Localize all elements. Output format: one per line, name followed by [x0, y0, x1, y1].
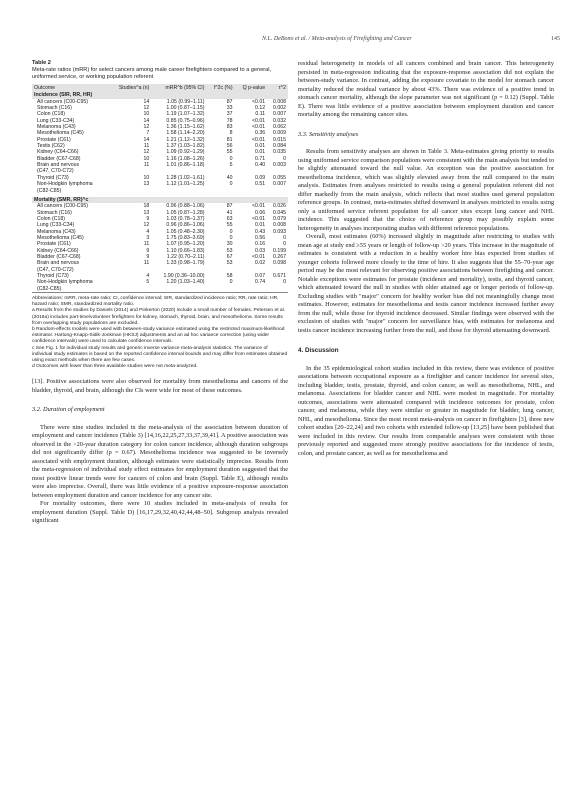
table-cell: Mesothelioma (C45) — [37, 234, 84, 241]
table-cell: 9 — [146, 253, 150, 260]
footnote: b Random-effects models were used with between-study variance estimated using the restricted maximum-likelihood estimator. Hartung-Knapp-Sidik-Jonkman (HKSJ) adjustments and an ad hoc variance correction (using wider confidence intervals) were used to calculate confidence intervals. — [32, 327, 285, 345]
table-cell: 1.75 (0.83–3.69) — [166, 234, 205, 241]
paragraph: In the 35 epidemiological cohort studies included in this review, there was evidence of positive associations between occupational exposure as a firefighter and cancer incidence for several sites, including bladder, testis, prostate, thyroid, and colon cancer, as well as mesothelioma, NHL, and melanoma. Associations for bladder cancer and NHL were modest in magnitude. For mortality outcomes, associations were attenuated compared with incidence outcomes for prostate, colon cancer, and melanoma, while they were similar or greater in magnitude for bladder, lung cancer, NHL, and mesothelioma. Since the most recent meta-analysis on cancer in firefighters [3], three new cohort studies [20–22,24] and two cohorts with extended follow-up [13,25] have been published that were included in this review. Our results from comparable analyses were consistent with those previously reported and suggested more strongly positive associations for the incidence of testis, colon, and prostate cancer, as well as for mesothelioma and — [298, 364, 554, 457]
table-caption: Meta-rate ratios (mRR) for select cancers among male career firefighters compared to a general, uniformed service, or working population referent — [32, 67, 272, 80]
footnote: c See Fig. 1 for individual study results and generic inverse variance meta-analysis statistics. The variance of individual study estimates is based on the reported confidence interval bounds and may differ from estimates obtained using exact methods when there are few cases. — [32, 345, 288, 364]
table-cell: 0.009 — [273, 130, 286, 137]
table-cell: Thyroid (C73) — [37, 272, 69, 279]
table-cell: 0.079 — [273, 215, 286, 222]
paragraph: Results from sensitivity analyses are shown in Table 3. Meta-estimates giving priority to results using uniformed service comparison populations were consistent with the main analysis but tended to be slightly attenuated toward the null value. An exception was the positive association for mesothelioma incidence, which was slightly elevated away from the null compared to the main analysis. Estimates from analyses restricted to results using a general population referent did not differ markedly from the main analysis, which reflects that most studies used general population reference groups. In contrast, meta-estimates shifted downward in analyses restricted to results using only a uniformed service referent population for all cancer sites except lung cancer and NHL incidence. This suggested that the choice of reference group may possibly explain some heterogeneity in analyses incorporating studies with different reference populations. — [298, 148, 554, 232]
table-cell: 1.90 (0.36–10.00) — [163, 272, 205, 279]
table-cell: 37 — [226, 111, 233, 118]
table-cell: 5 — [229, 162, 233, 169]
table-cell: <0.01 — [251, 124, 266, 131]
table-cell: 0.008 — [273, 222, 286, 229]
table-cell: 7 — [146, 130, 150, 137]
table-cell: Prostate (C61) — [37, 241, 71, 248]
table-cell: 0.671 — [273, 272, 286, 279]
table-header — [32, 84, 288, 92]
table-cell: 0.09 — [255, 174, 266, 181]
table-cell: 0.12 — [255, 105, 266, 112]
table-cell: 0.007 — [273, 181, 286, 188]
table-cell: 0.16 — [255, 241, 266, 248]
table-cell: Kidney (C64-C66) — [37, 149, 79, 156]
table-cell: <0.01 — [251, 253, 266, 260]
table-cell: 0.098 — [273, 260, 286, 267]
table-cell: 1.21 (1.12–1.32) — [166, 136, 205, 143]
table-cell: 0.032 — [273, 117, 286, 124]
table-cell: 1.03 (0.78–1.37) — [166, 215, 205, 222]
table-cell: 11 — [143, 162, 150, 169]
table-cell — [235, 286, 268, 293]
table-cell: 58 — [226, 272, 233, 279]
table-cell: 0.084 — [273, 143, 286, 150]
table-cell: 14 — [143, 98, 150, 105]
column-header: Studies^a (n) — [109, 84, 151, 92]
table-cell: 53 — [226, 247, 233, 254]
section-heading: 4. Discussion — [298, 347, 339, 354]
table-cell — [109, 286, 151, 293]
table-cell: 1.37 (1.03–1.82) — [166, 143, 205, 150]
table-cell: 33 — [226, 105, 233, 112]
footnote: a Results from the studies by Daniels (2014) and Pinkerton (2020) include a small number of females. Petersen et al. (2018a) includes part-time/volunteer firefighters for kidney, stomach, thyroid, brain, and mesothelioma. Some results from overlapping study populations are excluded. — [32, 308, 286, 326]
table-cell: 13 — [143, 181, 150, 188]
table-cell: 0 — [283, 241, 286, 248]
table-cell: 4 — [146, 228, 150, 235]
table-cell: 9 — [146, 247, 150, 254]
table-cell: Thyroid (C73) — [37, 174, 69, 181]
table-cell: Melanoma (C43) — [37, 228, 76, 235]
table-cell: 55 — [226, 149, 233, 156]
table-cell: 0.035 — [273, 149, 286, 156]
table-cell: 0.062 — [273, 124, 286, 131]
table-cell: 0.007 — [273, 111, 286, 118]
table-cell: 1.00 (0.87–1.15) — [166, 105, 205, 112]
left-column — [32, 60, 288, 526]
results-table — [32, 84, 288, 293]
section-heading: 3.3. Sensitivity analyses — [298, 130, 359, 138]
table-cell: Brain and nervous — [37, 260, 80, 267]
table-cell: 0.11 — [255, 111, 266, 118]
table-cell: Lung (C33-C34) — [37, 222, 75, 229]
table-cell: 14 — [143, 136, 150, 143]
table-cell: 0.008 — [273, 98, 286, 105]
table-cell: 56 — [226, 143, 233, 150]
table-cell: 12 — [143, 149, 150, 156]
table-cell: 11 — [143, 143, 150, 150]
table-cell: 0.74 — [255, 279, 266, 286]
table-cell: 0.40 — [255, 162, 266, 169]
table-cell: Stomach (C16) — [37, 105, 72, 112]
table-cell: 0.43 — [255, 228, 266, 235]
running-title: N.L. DeBono et al. / Meta-analysis of Firefighting and Cancer — [262, 36, 412, 42]
table-cell: 9 — [146, 215, 150, 222]
table-cell: 4 — [146, 272, 150, 279]
table-cell: (C82-C85) — [32, 286, 109, 293]
table-cell — [206, 286, 234, 293]
table-cell: Bladder (C67-C68) — [37, 155, 81, 162]
column-header: Q p-value — [235, 84, 268, 92]
table-cell: 0.56 — [255, 234, 266, 241]
section-title: Incidence (SIR, RR, HR) — [32, 92, 288, 98]
table-cell: 14 — [143, 117, 150, 124]
table-cell: Melanoma (C43) — [37, 124, 76, 131]
table-cell: 18 — [143, 203, 150, 210]
table-label: Table 2 — [32, 60, 51, 66]
table-cell: <0.01 — [251, 136, 266, 143]
table-cell: 10 — [143, 155, 150, 162]
table-cell: 0.01 — [255, 222, 266, 229]
page-number: 145 — [551, 36, 560, 42]
table-cell: 0.055 — [273, 174, 286, 181]
table-cell: Non-Hodgkin lymphoma — [37, 181, 93, 188]
column-header: Outcome — [32, 84, 109, 92]
table-cell: 1.07 (0.95–1.20) — [166, 241, 205, 248]
table-cell: 0.96 (0.86–1.06) — [166, 222, 205, 229]
table-cell: Testis (C62) — [37, 143, 65, 150]
table-cell: 1.22 (0.70–2.11) — [166, 253, 205, 260]
table-cell: 0.267 — [273, 253, 286, 260]
table-cell: 5 — [146, 279, 150, 286]
table-cell: 0.51 — [255, 181, 266, 188]
table-cell: 1.16 (1.08–1.26) — [166, 155, 205, 162]
table-cell: 0.199 — [273, 247, 286, 254]
table-cell: (C47, C70-C72) — [37, 266, 74, 273]
column-header: I^2c (%) — [206, 84, 234, 92]
table-cell: 0.85 (0.75–0.96) — [166, 117, 205, 124]
table-cell: (C82-C85) — [37, 187, 62, 194]
table-cell: 83 — [226, 124, 233, 131]
table-cell: 1.05 (0.87–1.28) — [166, 209, 205, 216]
table-cell: 13 — [143, 209, 150, 216]
table-cell: Kidney (C64-C66) — [37, 247, 79, 254]
table-cell: Prostate (C61) — [37, 136, 71, 143]
table-cell: 0 — [283, 234, 286, 241]
table-cell: 53 — [226, 260, 233, 267]
table-cell: <0.01 — [251, 215, 266, 222]
table-cell: 0.71 — [255, 155, 266, 162]
table-cell: 1.28 (1.02–1.61) — [166, 174, 205, 181]
footnote: Abbreviations: mRR, meta-rate ratio; CI, confidence interval; SIR, standardized incidence ratio; RR, rate ratio; HR, hazard ratio; SMR, standardized mortality ratio. — [32, 296, 279, 308]
running-header — [24, 36, 560, 48]
table-cell: 0.96 (0.88–1.06) — [166, 203, 205, 210]
table-cell: Colon (C18) — [37, 215, 65, 222]
table-cell: 12 — [143, 124, 150, 131]
table-footnotes — [32, 296, 288, 370]
paragraph: Overall, most estimates (60%) increased slightly in magnitude after restricting to studies with mean age at study end ≥55 years or length of follow-up >20 years. This increase in the magnitude of estimates is consistent with a reduction in a healthy worker hire bias expected from studies of younger cohorts followed more closely to the time of hire. It also suggests that the 55–70-year age period may be the most relevant for observing positive associations between firefighting and cancer. Notable exceptions were estimates for prostate (incidence and mortality), testis, and thyroid cancer, which attenuated toward the null in studies with older attained age or longer periods of follow-up. Excluding studies with "major" concern for healthy worker bias did not meaningfully change most estimates. However, estimates for mesothelioma and testis cancer incidence increased further away from the null, while those for thyroid incidence decreased. Similar findings were observed with the exclusion of studies with "major" concern for surveillance bias, with estimates for melanoma and testis cancer incidence increasing further from the null, and those for thyroid attenuating downward. — [298, 233, 554, 334]
table-cell: 11 — [143, 241, 150, 248]
section-title: Mortality (SMR, RR)^c — [32, 197, 288, 203]
paragraph: There were nine studies included in the meta-analysis of the association between duration of employment and cancer incidence (Table 3) [14,16,22,25,27,33,37,39,41]. A positive association was observed in the >20-year duration category for colon cancer incidence, although duration subgroups did not significantly differ (p = 0.67). Mesothelioma incidence was suggested to be inversely associated with employment duration, although estimates were statistically imprecise. Results from the meta-regression of individual study effect estimates for employment duration suggested that the most positive linear trends were for cancers of colon and brain (Suppl. Table E), although results were also imprecise. Overall, there was little evidence of a positive exposure-response association between employment duration and cancer incidence for any cancer site. — [32, 423, 288, 499]
paragraph: residual heterogeneity in models of all cancers combined and brain cancer. This heterogeneity persisted in meta-regression indicating that the exposure-response association did not explain the between-study variance. In contrast, adding the exposure covariate to the model for stomach cancer mortality reduced the residual variance by about 43%. There was evidence of a positive trend in stomach cancer mortality, although the slope parameter was not significant (p = 0.12) (Suppl. Table E). There was little evidence of a positive association between employment duration and cancer mortality among the remaining cancer sites. — [298, 60, 554, 118]
table-cell: 87 — [226, 98, 233, 105]
table-cell: 0.01 — [255, 149, 266, 156]
table-cell: Mesothelioma (C45) — [37, 130, 84, 137]
table-cell: 63 — [226, 215, 233, 222]
table-cell: 0.026 — [273, 203, 286, 210]
table-cell — [151, 286, 206, 293]
table-cell: 0 — [229, 181, 233, 188]
table-cell: <0.01 — [251, 98, 266, 105]
table-cell: 8 — [229, 130, 233, 137]
right-column — [298, 60, 554, 458]
table-cell: 1.09 (0.92–1.29) — [166, 149, 205, 156]
table-cell: 78 — [226, 117, 233, 124]
table-cell: 1.01 (0.86–1.18) — [166, 162, 205, 169]
table-cell: All cancers (C00-C95) — [37, 98, 89, 105]
table-cell: 0.36 — [255, 130, 266, 137]
table-cell: 1.10 (0.66–1.83) — [166, 247, 205, 254]
table-cell: 1.05 (0.48–2.30) — [166, 228, 205, 235]
table-cell: All cancers (C00-C95) — [37, 203, 89, 210]
table-cell: 0.03 — [255, 247, 266, 254]
table-cell: <0.01 — [251, 203, 266, 210]
section-heading: 3.2. Duration of employment — [32, 406, 105, 414]
table-cell: <0.01 — [251, 117, 266, 124]
table-cell: 0.02 — [255, 260, 266, 267]
table-cell: 1.19 (1.07–1.32) — [166, 111, 205, 118]
table-cell: Non-Hodgkin lymphoma — [37, 279, 93, 286]
table-cell: 10 — [143, 111, 150, 118]
table-cell: 0.045 — [273, 209, 286, 216]
table-cell: 0.093 — [273, 228, 286, 235]
table-cell: 0.015 — [273, 136, 286, 143]
table-cell: (C47, C70-C72) — [37, 168, 74, 175]
table-cell: 55 — [226, 222, 233, 229]
table-cell: 0.07 — [255, 272, 266, 279]
table-cell: 0.06 — [255, 209, 266, 216]
paragraph: For mortality outcomes, there were 10 studies included in meta-analysis of results for employment duration (Suppl. Table D) [16,17,29,32,40,42,44,48–50]. Subgroup analysis revealed significant — [32, 500, 288, 525]
table-cell: 1.58 (1.14–2.20) — [166, 130, 205, 137]
column-header: mRR^b (95% CI) — [151, 84, 206, 92]
table-cell: Brain and nervous — [37, 162, 80, 169]
table-cell: 87 — [226, 203, 233, 210]
table-row — [32, 286, 288, 293]
table-body — [32, 92, 288, 292]
table-cell: 30 — [226, 241, 233, 248]
table-cell: 0.002 — [273, 105, 286, 112]
table-cell: 0 — [229, 155, 233, 162]
table-cell: Stomach (C16) — [37, 209, 72, 216]
table-cell: 81 — [226, 136, 233, 143]
table-cell: 0.01 — [255, 143, 266, 150]
table-cell: 3 — [146, 234, 150, 241]
table-cell: 67 — [226, 253, 233, 260]
paragraph: [13]. Positive associations were also observed for mortality from mesothelioma and cancers of the bladder, thyroid, and brain, although the CIs were wide for most of these outcomes. — [32, 378, 288, 394]
table-cell: Lung (C33-C34) — [37, 117, 75, 124]
table-cell: 0.003 — [273, 162, 286, 169]
table-cell: 1.05 (0.99–1.11) — [166, 98, 205, 105]
table-cell — [267, 286, 288, 293]
table-cell: Bladder (C67-C68) — [37, 253, 81, 260]
table-cell: 12 — [143, 222, 150, 229]
footnote: d Outcomes with fewer than three available studies were not meta-analyzed. — [32, 364, 198, 370]
table-cell: 0 — [229, 234, 233, 241]
column-header: τ^2 — [267, 84, 288, 92]
table-cell: 0 — [283, 279, 286, 286]
table-cell: 1.36 (1.15–1.62) — [166, 124, 205, 131]
table-cell: 12 — [143, 105, 150, 112]
table-cell: 0 — [229, 279, 233, 286]
table-cell: 11 — [143, 260, 150, 267]
table-cell: 1.12 (1.01–1.25) — [166, 181, 205, 188]
table-cell: Colon (C18) — [37, 111, 65, 118]
table-cell: 10 — [143, 174, 150, 181]
table-cell: 0 — [229, 228, 233, 235]
table-cell: 40 — [226, 174, 233, 181]
table-cell: 41 — [226, 209, 233, 216]
table-cell: 0 — [283, 155, 286, 162]
table-cell: 1.33 (0.98–1.79) — [166, 260, 205, 267]
table-cell: 1.20 (1.03–1.40) — [166, 279, 205, 286]
